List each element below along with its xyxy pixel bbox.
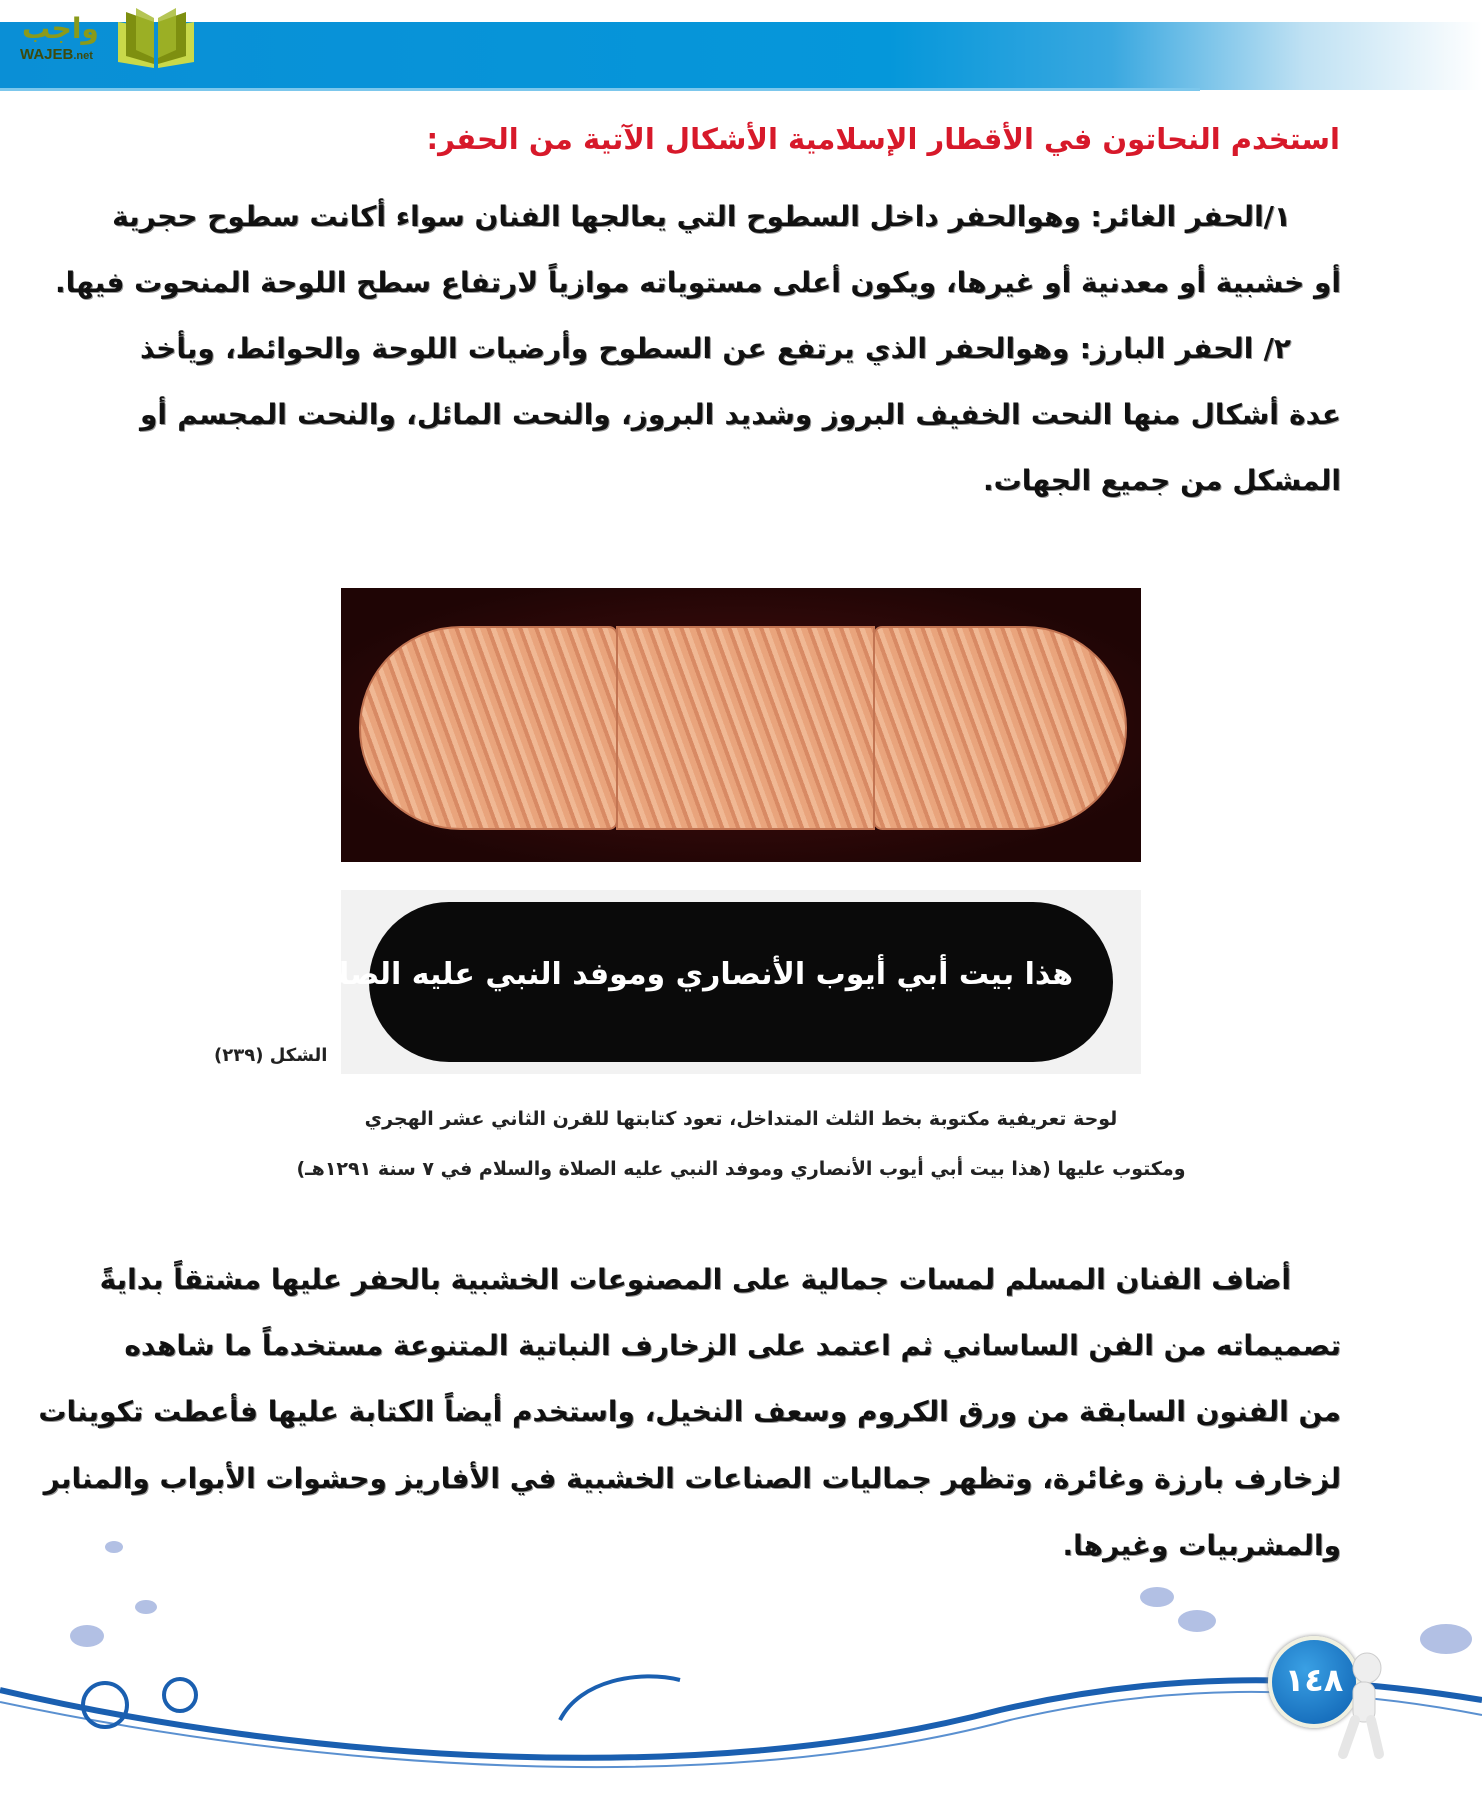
paragraph-line: أو خشبية أو معدنية أو غيرها، ويكون أعلى مستوياته موازياً لارتفاع سطح اللوحة المنحوت فيها.: [55, 266, 1341, 299]
open-book-icon: [116, 8, 196, 68]
body-line: تصميماته من الفن الساساني ثم اعتمد على الزخارف النباتية المتنوعة مستخدماً ما شاهده: [124, 1329, 1341, 1362]
logo-arabic-text: واجب: [22, 12, 99, 45]
decor-dot: [135, 1600, 157, 1614]
figure-caption-line: لوحة تعريفية مكتوبة بخط الثلث المتداخل، تعود كتابتها للقرن الثاني عشر الهجري: [364, 1108, 1118, 1130]
paragraph-line: ١/الحفر الغائر: وهوالحفر داخل السطوح التي يعالجها الفنان سواء أكانت سطوح حجرية: [112, 200, 1291, 233]
header-band: [0, 22, 1482, 90]
carved-plaque-photo: [341, 588, 1141, 862]
figure-label: الشكل (٢٣٩): [214, 1045, 328, 1066]
page-number: ١٤٨: [1268, 1636, 1360, 1728]
decor-dot: [1140, 1587, 1174, 1607]
header-band-edge: [0, 88, 1200, 91]
paragraph-line: المشكل من جميع الجهات.: [983, 464, 1341, 497]
plaque-panel-right: [873, 626, 1127, 830]
plaque-panel-left: [359, 626, 618, 830]
body-line: من الفنون السابقة من ورق الكروم وسعف النخيل، واستخدم أيضاً الكتابة عليها فأعطت تكوينات: [38, 1395, 1341, 1428]
wajeb-logo[interactable]: [8, 4, 193, 68]
section-heading: استخدم النحاتون في الأقطار الإسلامية الأشكال الآتية من الحفر:: [426, 122, 1340, 156]
decor-dot: [105, 1541, 123, 1553]
paragraph-line: عدة أشكال منها النحت الخفيف البروز وشديد البروز، والنحت المائل، والنحت المجسم أو: [140, 398, 1341, 431]
mascot-figure-icon: [1335, 1650, 1395, 1760]
paragraph-line: ٢/ الحفر البارز: وهوالحفر الذي يرتفع عن السطوح وأرضيات اللوحة والحوائط، ويأخذ: [140, 332, 1291, 365]
logo-latin-text: WAJEB.net: [20, 46, 93, 63]
footer-wave-decoration: [0, 1620, 1482, 1800]
plaque-panel-middle: [616, 626, 875, 830]
inscription-text: هذا بيت أبي أيوب الأنصاري وموفد النبي عليه الصلاة والسلام ١٢٩١: [100, 957, 1073, 992]
body-line: لزخارف بارزة وغائرة، وتظهر جماليات الصناعات الخشبية في الأفاريز وحشوات الأبواب والمنابر: [43, 1462, 1341, 1495]
body-line: أضاف الفنان المسلم لمسات جمالية على المصنوعات الخشبية بالحفر عليها مشتقاً بدايةً: [99, 1263, 1291, 1296]
body-line: والمشربيات وغيرها.: [1062, 1529, 1341, 1562]
figure-caption-line: ومكتوب عليها (هذا بيت أبي أيوب الأنصاري وموفد النبي عليه الصلاة والسلام في ٧ سنة ١٢٩١هـ): [296, 1158, 1186, 1180]
